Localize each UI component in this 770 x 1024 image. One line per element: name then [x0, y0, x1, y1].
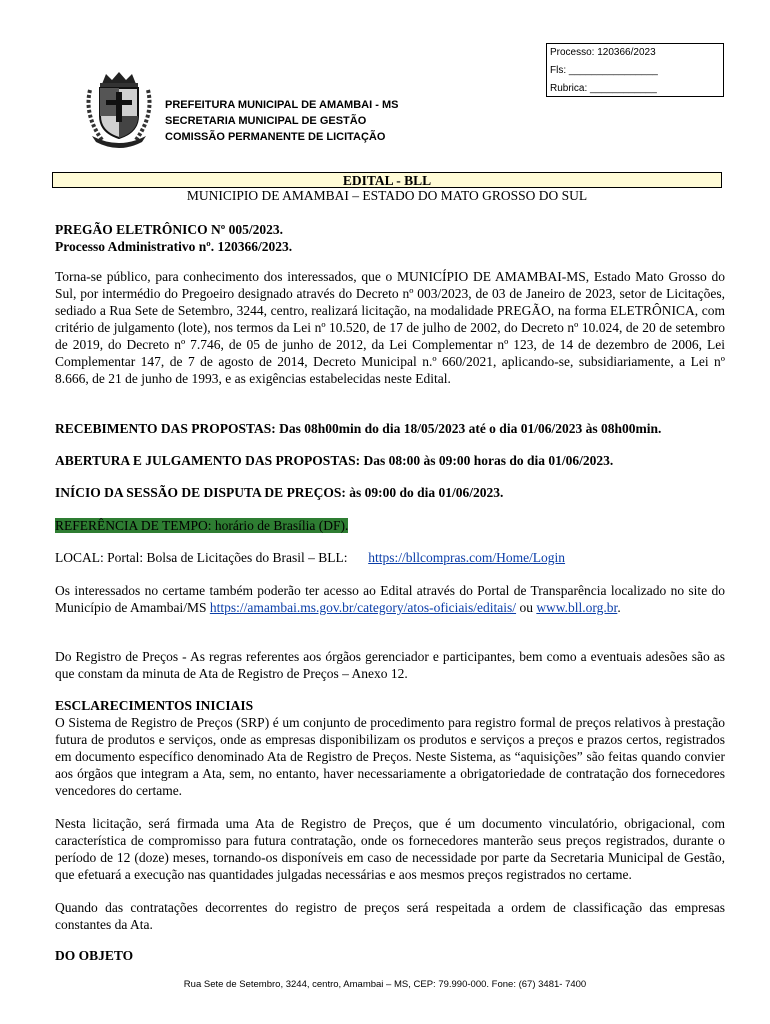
municipio-line: MUNICIPIO DE AMAMBAI – ESTADO DO MATO GROSSO DO SUL	[186, 188, 588, 203]
amambai-editais-link[interactable]: https://amambai.ms.gov.br/category/atos-oficiais/editais/	[209, 600, 517, 615]
pregao-number: PREGÃO ELETRÔNICO Nº 005/2023.	[55, 222, 283, 237]
referencia-tempo	[55, 517, 725, 534]
esclarecimentos-paragraph-1: O Sistema de Registro de Preços (SRP) é um conjunto de procedimento para registro formal de preços relativos à prestação futura de produtos e serviços, onde as empresas disponibilizam os produtos e serviços a preços e prazos certos, registrados em documento específico denominado Ata de Registro de Preços. Neste Sistema, as “aquisições” são feitas quando convier aos órgãos que integram a Ata, sem, no entanto, haver necessariamente a obrigatoriedade de contratação dos fornecedores vencedores do certame.	[55, 715, 725, 798]
stamp-fls: Fls: ________________	[550, 65, 658, 76]
stamp-processo: Processo: 120366/2023	[550, 47, 656, 58]
page-footer-address: Rua Sete de Setembro, 3244, centro, Amambai – MS, CEP: 79.990-000. Fone: (67) 3481- 7400	[183, 979, 587, 990]
esclarecimentos-heading: ESCLARECIMENTOS INICIAIS	[55, 698, 254, 713]
stamp-rubrica: Rubrica: ____________	[550, 83, 657, 94]
bll-login-link[interactable]: https://bllcompras.com/Home/Login	[368, 550, 566, 565]
registro-precos-paragraph: Do Registro de Preços - As regras referentes aos órgãos gerenciador e participantes, bem como a eventuais adesões são as que constam da minuta de Ata de Registro de Preços – Anexo 12.	[55, 649, 725, 681]
bll-site-link[interactable]: www.bll.org.br	[536, 600, 618, 615]
header-line-prefeitura: PREFEITURA MUNICIPAL DE AMAMBAI - MS	[165, 99, 399, 111]
header-line-secretaria: SECRETARIA MUNICIPAL DE GESTÃO	[165, 115, 367, 127]
protocol-stamp-box	[546, 43, 724, 97]
local-line	[55, 549, 725, 566]
organization-header	[165, 97, 398, 145]
edital-title: EDITAL - BLL	[52, 172, 722, 188]
processo-administrativo: Processo Administrativo nº. 120366/2023.	[55, 239, 293, 254]
interessados-ou: ou	[519, 600, 533, 615]
do-objeto-heading: DO OBJETO	[55, 948, 134, 963]
abertura-julgamento: ABERTURA E JULGAMENTO DAS PROPOSTAS: Das 08:00 às 09:00 horas do dia 01/06/2023.	[55, 453, 614, 468]
recebimento-propostas: RECEBIMENTO DAS PROPOSTAS: Das 08h00min do dia 18/05/2023 até o dia 01/06/2023 às 08h00min.	[55, 421, 662, 436]
esclarecimentos-paragraph-3: Quando das contratações decorrentes do registro de preços será respeitada a ordem de classificação das empresas constantes da Ata.	[55, 900, 725, 932]
interessados-end: .	[617, 600, 621, 615]
esclarecimentos-paragraph-2: Nesta licitação, será firmada uma Ata de Registro de Preços, que é um documento vinculatório, obrigacional, com característica de compromisso para futura contratação, onde os fornecedores manterão seus preços registrados, durante o período de 12 (doze) meses, tornando-os disponíveis em caso de necessidade por parte da Secretaria Municipal de Gestão, que efetuará a execução nas quantidades julgadas necessárias e aos mesmos preços registrados no certame.	[55, 816, 725, 882]
intro-paragraph: Torna-se público, para conhecimento dos interessados, que o MUNICÍPIO DE AMAMBAI-MS, Estado Mato Grosso do Sul, por intermédio do Pregoeiro designado através do Decreto nº 003/2023, de 03 de Janeiro de 2023, setor de Licitações, sediado a Rua Sete de Setembro, 3244, centro, realizará licitação, na modalidade PREGÃO, na forma ELETRÔNICA, com critério de julgamento (lote), nos termos da Lei nº 10.520, de 17 de julho de 2002, do Decreto nº 10.024, de 20 de setembro de 2019, do Decreto nº 7.746, de 05 de junho de 2012, da Lei Complementar nº 123, de 14 de dezembro de 2006, Lei Complementar 147, de 7 de agosto de 2014, Decreto Municipal n.º 660/2021, aplicando-se, subsidiariamente, a Lei nº 8.666, de 21 de junho de 1993, e as exigências estabelecidas neste Edital.	[55, 269, 725, 386]
municipal-coat-of-arms-icon	[80, 70, 158, 148]
local-label: LOCAL: Portal: Bolsa de Licitações do Brasil – BLL:	[55, 550, 348, 565]
referencia-highlight: REFERÊNCIA DE TEMPO: horário de Brasília (DF).	[55, 518, 349, 533]
header-line-comissao: COMISSÃO PERMANENTE DE LICITAÇÃO	[165, 131, 386, 143]
interessados-text: Os interessados no certame também poderão ter acesso ao Edital através do Portal de Transparência localizado no site do Município de Amambai/MS	[55, 583, 725, 615]
interessados-paragraph	[55, 582, 725, 616]
inicio-sessao: INÍCIO DA SESSÃO DE DISPUTA DE PREÇOS: às 09:00 do dia 01/06/2023.	[55, 485, 504, 500]
